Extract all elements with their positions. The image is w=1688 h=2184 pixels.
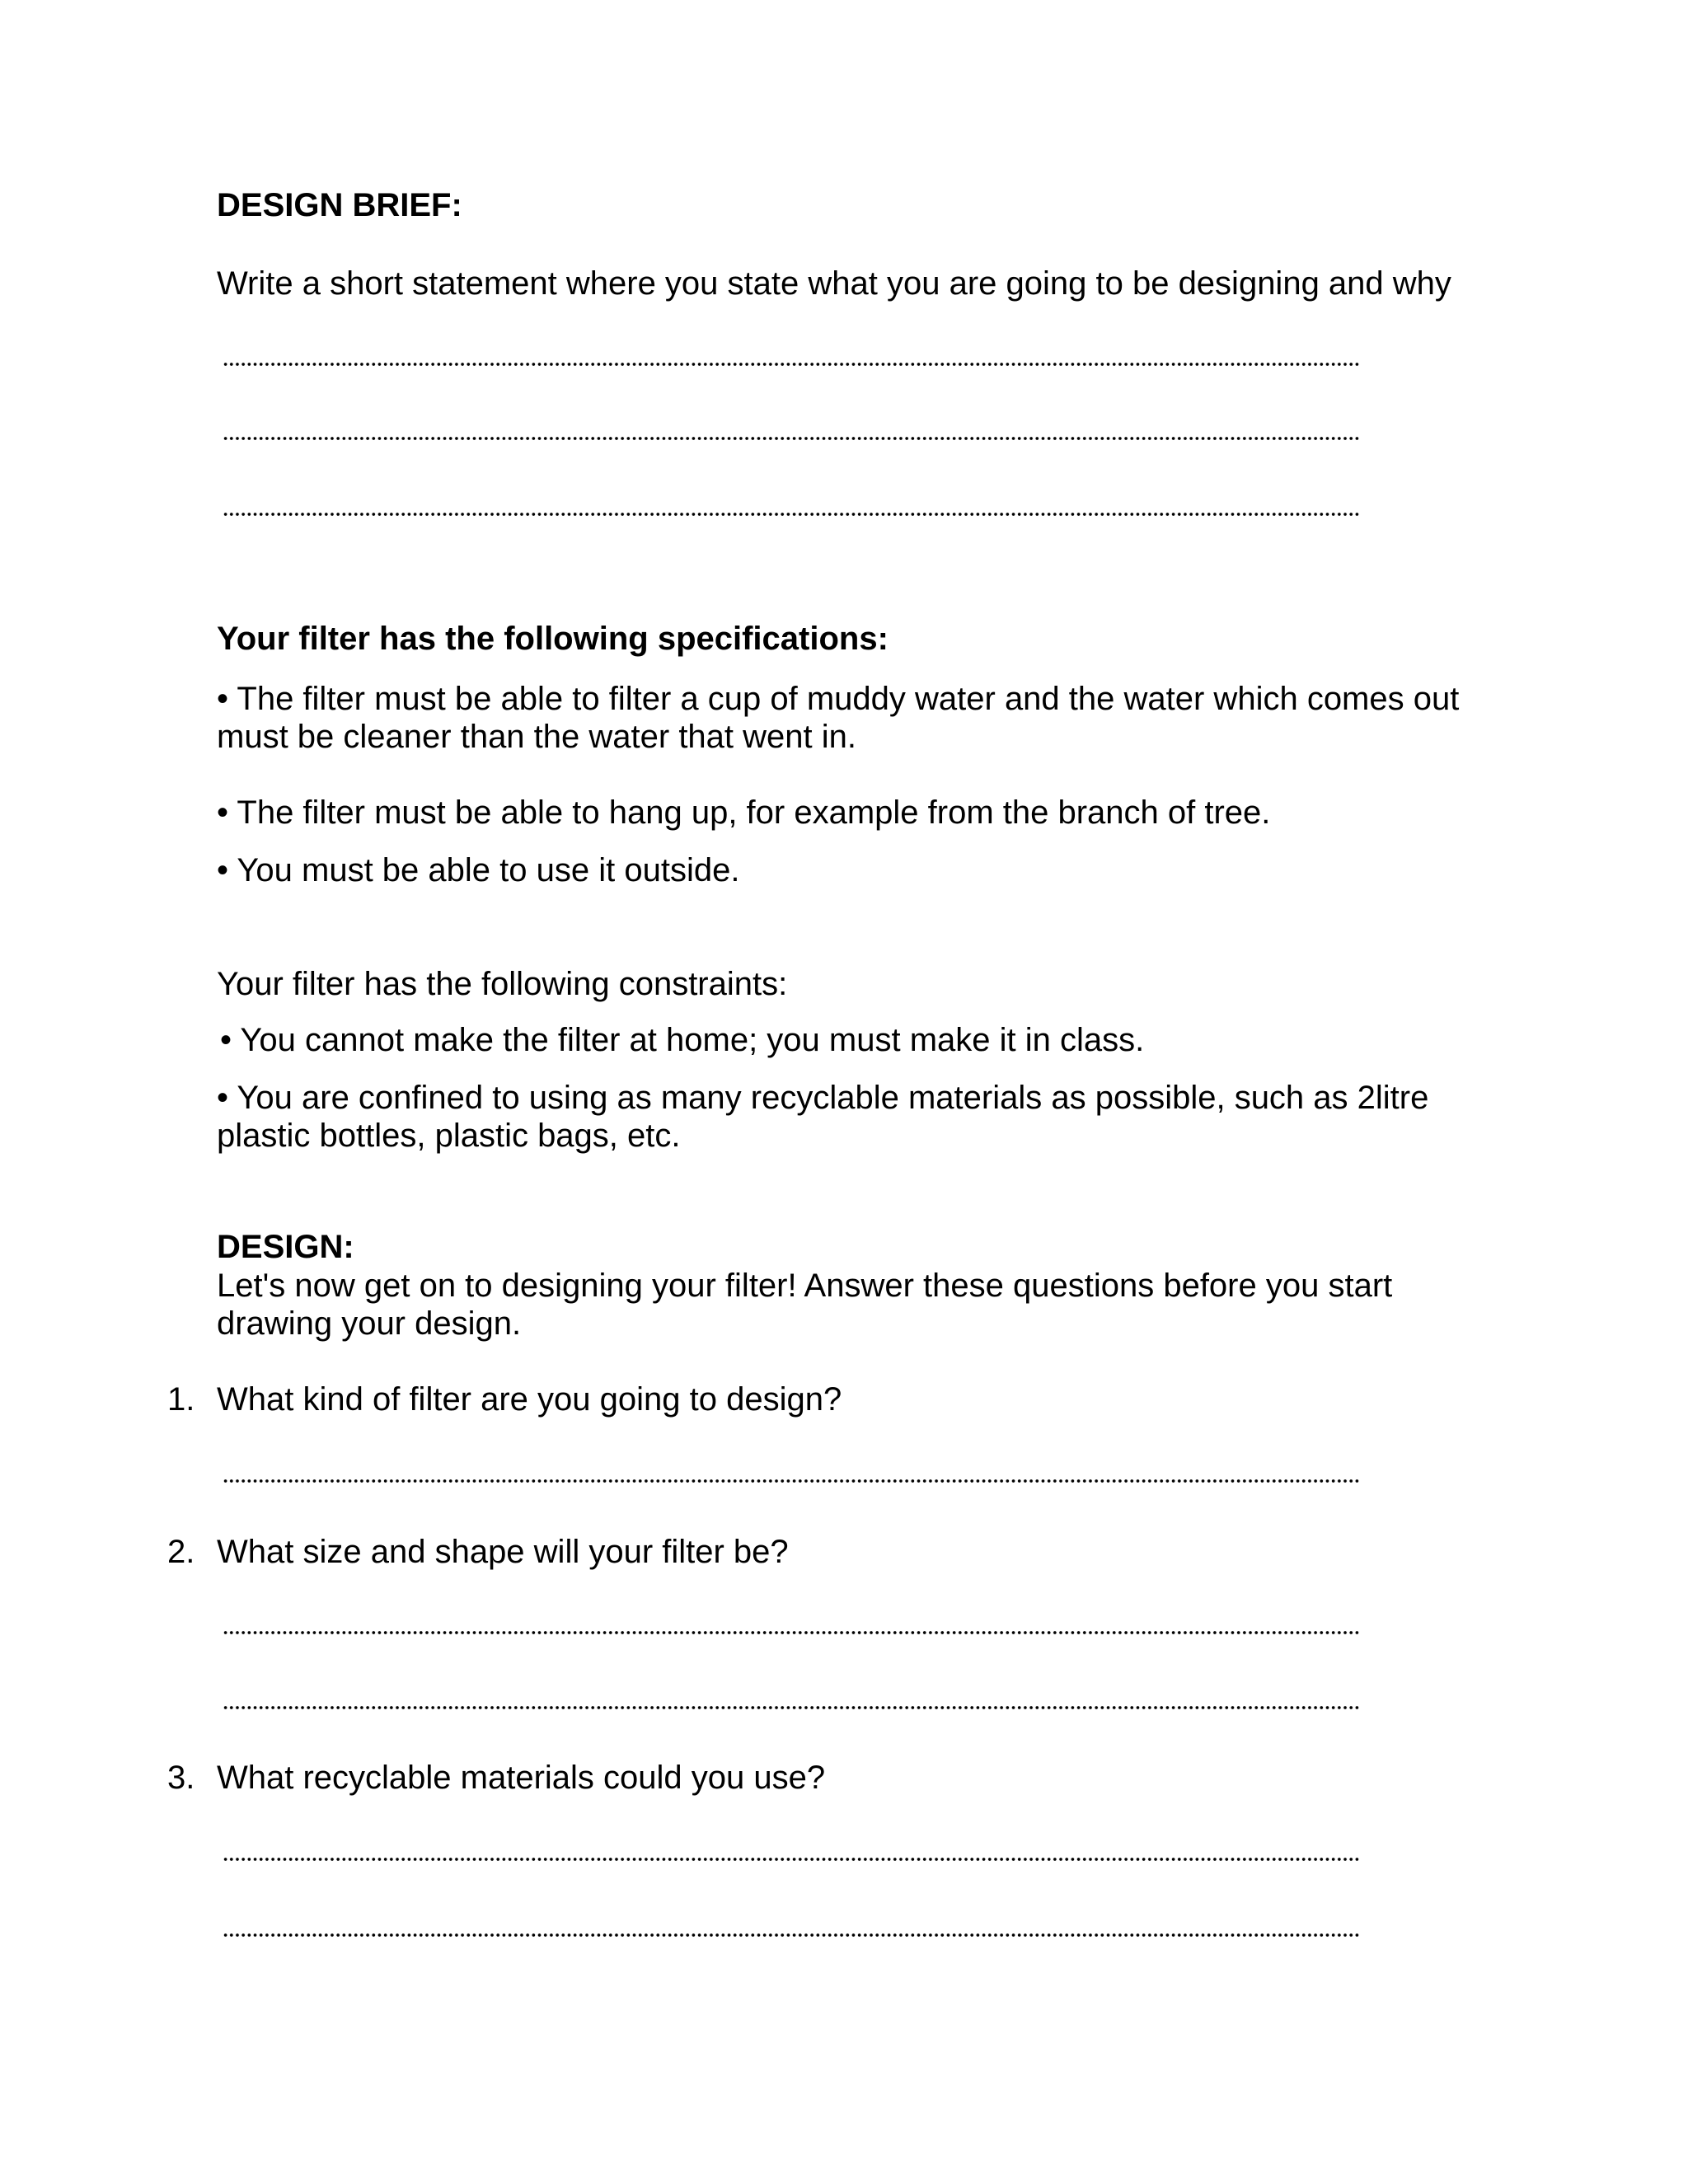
design-brief-instruction: Write a short statement where you state what you are going to be designing and why (217, 265, 1451, 302)
constraint-item: • You cannot make the filter at home; you must make it in class. (220, 1022, 1145, 1058)
answer-line[interactable] (223, 435, 1360, 442)
specification-item: • You must be able to use it outside. (217, 852, 740, 888)
answer-line[interactable] (223, 1704, 1360, 1711)
answer-line[interactable] (223, 511, 1360, 518)
design-heading: DESIGN: (217, 1229, 354, 1265)
question-number: 3. (167, 1760, 195, 1796)
specifications-heading: Your filter has the following specifications: (217, 621, 889, 657)
question-number: 1. (167, 1381, 195, 1418)
specification-item: • The filter must be able to filter a cup of muddy water and the water which comes out must be cleaner than the water that went in. (217, 681, 1460, 755)
answer-line[interactable] (223, 1932, 1360, 1938)
constraints-heading: Your filter has the following constraints: (217, 966, 788, 1002)
answer-line[interactable] (223, 1856, 1360, 1863)
answer-line[interactable] (223, 361, 1360, 368)
specification-item: • The filter must be able to hang up, for example from the branch of tree. (217, 794, 1271, 831)
constraint-item: • You are confined to using as many recyclable materials as possible, such as 2litre plastic bottles, plastic bags, etc. (217, 1080, 1429, 1154)
question-number: 2. (167, 1534, 195, 1570)
question-text: What recyclable materials could you use? (217, 1760, 826, 1796)
answer-line[interactable] (223, 1478, 1360, 1484)
question-text: What size and shape will your filter be? (217, 1534, 789, 1570)
answer-line[interactable] (223, 1629, 1360, 1636)
question-text: What kind of filter are you going to design? (217, 1381, 842, 1418)
design-brief-heading: DESIGN BRIEF: (217, 187, 462, 223)
design-intro: Let's now get on to designing your filter! Answer these questions before you start drawing your design. (217, 1268, 1393, 1342)
